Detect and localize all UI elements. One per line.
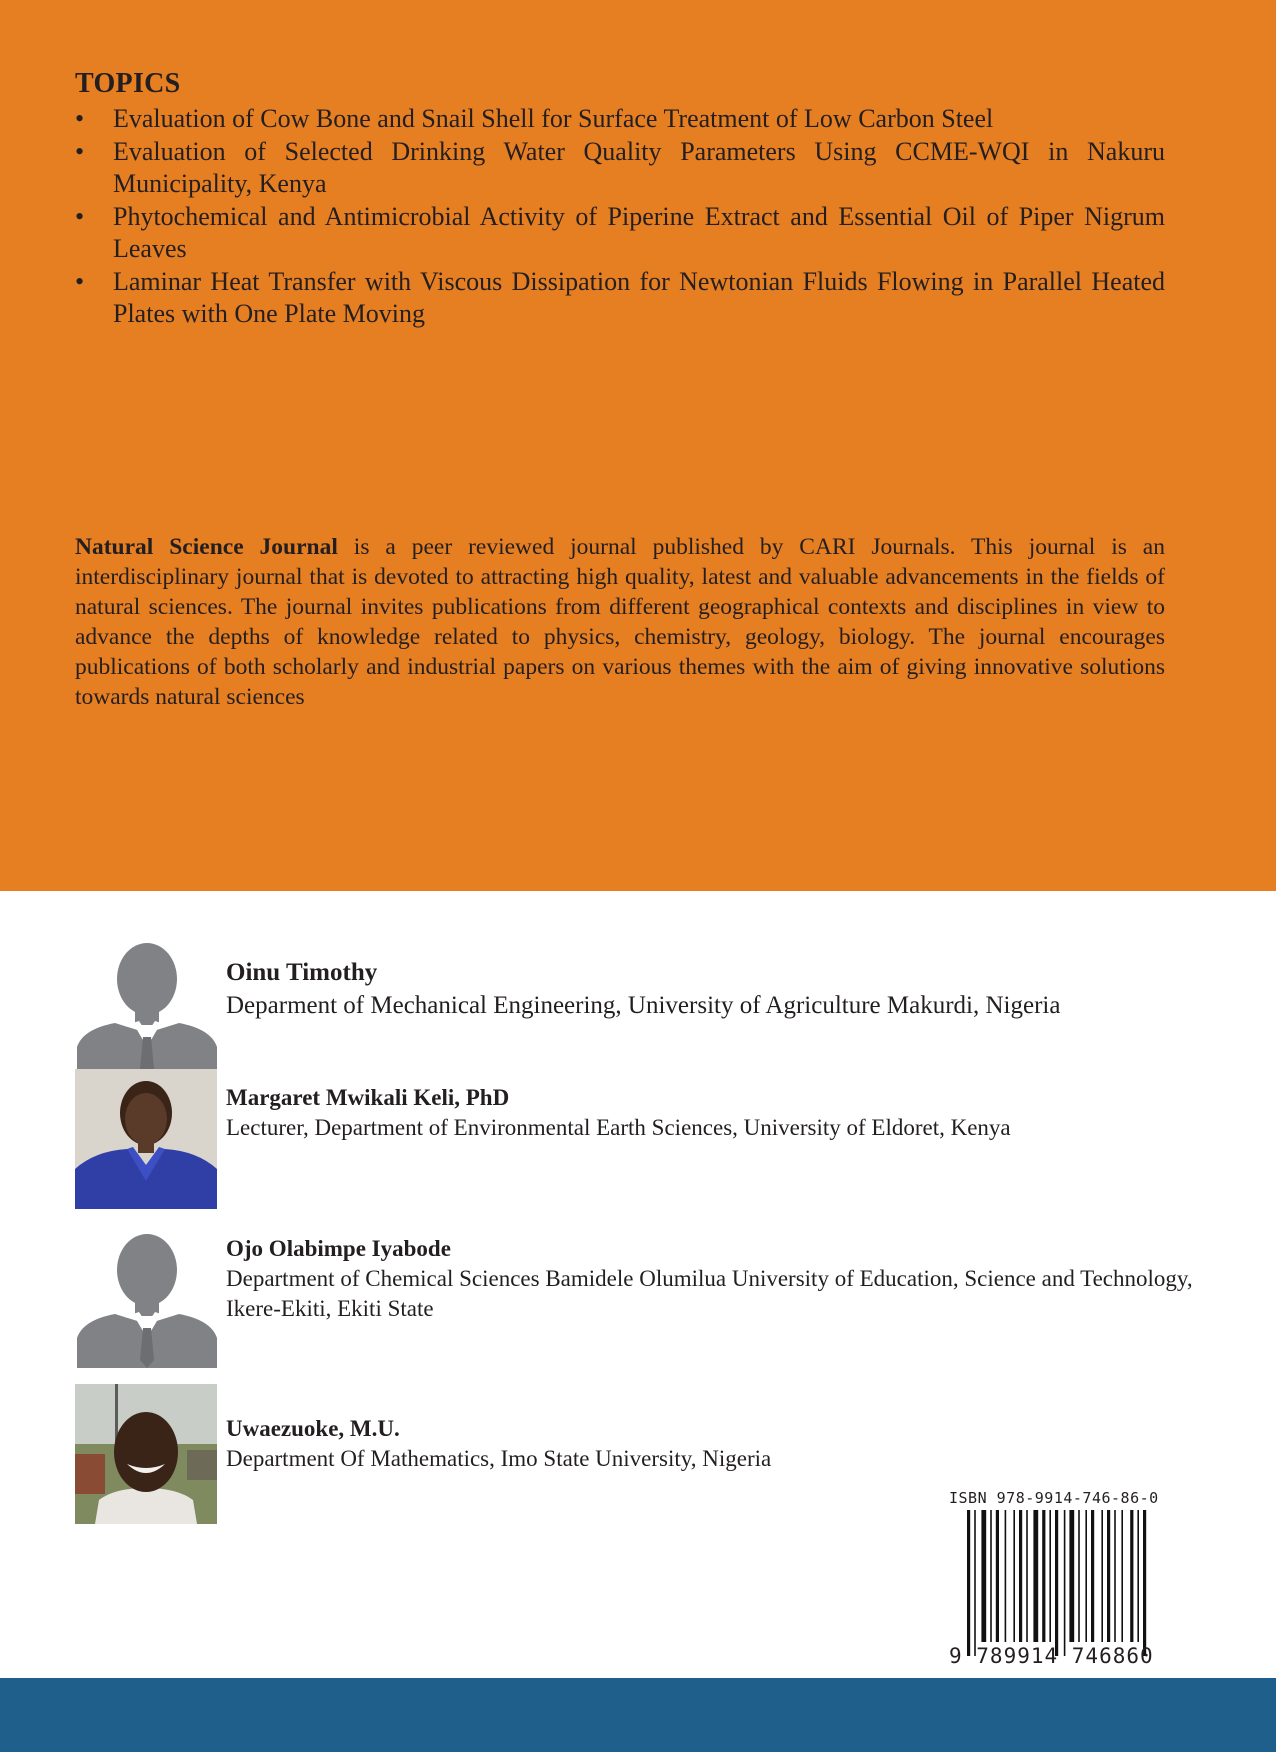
topic-item [75, 103, 1165, 136]
author-name: Oinu Timothy [226, 959, 378, 986]
topic-item [75, 136, 1165, 201]
author-affiliation: Department Of Mathematics, Imo State University, Nigeria [226, 1446, 772, 1471]
author-name: Margaret Mwikali Keli, PhD [226, 1085, 510, 1110]
bullet-icon: • [75, 136, 85, 166]
topic-text: Phytochemical and Antimicrobial Activity of Piperine Extract and Essential Oil of Piper Nigrum Leaves [113, 201, 1165, 263]
barcode-digits: 9 789914 746860 [949, 1644, 1154, 1668]
portrait-photo [75, 1384, 217, 1524]
author-affiliation: Lecturer, Department of Environmental Earth Sciences, University of Eldoret, Kenya [226, 1115, 1011, 1140]
topic-text: Laminar Heat Transfer with Viscous Dissipation for Newtonian Fluids Flowing in Parallel Heated Plates with One Plate Moving [113, 266, 1165, 328]
topic-item [75, 266, 1165, 331]
journal-description [75, 532, 1165, 712]
bullet-icon: • [75, 201, 85, 231]
topic-item [75, 201, 1165, 266]
portrait-photo [75, 1069, 217, 1209]
bullet-icon: • [75, 104, 85, 133]
bullet-icon: • [75, 266, 85, 296]
author-affiliation: Department of Chemical Sciences Bamidele Olumilua University of Education, Science and Technology, Ikere-Ekiti, Ekiti State [226, 1266, 1193, 1321]
author-name: Uwaezuoke, M.U. [226, 1416, 400, 1441]
topics-list [75, 103, 1165, 331]
journal-name: Natural Science Journal [75, 534, 338, 560]
barcode-icon [949, 1510, 1155, 1656]
silhouette-icon [75, 937, 217, 1077]
silhouette-icon [75, 1228, 217, 1368]
author-affiliation: Deparment of Mechanical Engineering, University of Agriculture Makurdi, Nigeria [226, 992, 1061, 1019]
isbn-label: ISBN 978-9914-746-86-0 [949, 1489, 1159, 1507]
description-text: is a peer reviewed journal published by CARI Journals. This journal is an interdisciplinary journal that is devoted to attracting high quality, latest and valuable advancements in the fields of natural sciences. The journal invites publications from different geographical contexts and disciplines in view to advance the depths of knowledge related to physics, chemistry, geology, biology. The journal encourages publications of both scholarly and industrial papers on various themes with the aim of giving innovative solutions towards natural sciences [75, 534, 1165, 710]
topic-text: Evaluation of Selected Drinking Water Quality Parameters Using CCME-WQI in Nakuru Municipality, Kenya [113, 136, 1165, 198]
footer-band [0, 1678, 1276, 1752]
topic-text: Evaluation of Cow Bone and Snail Shell for Surface Treatment of Low Carbon Steel [113, 104, 994, 133]
topics-heading: TOPICS [75, 68, 181, 99]
author-name: Ojo Olabimpe Iyabode [226, 1236, 451, 1261]
